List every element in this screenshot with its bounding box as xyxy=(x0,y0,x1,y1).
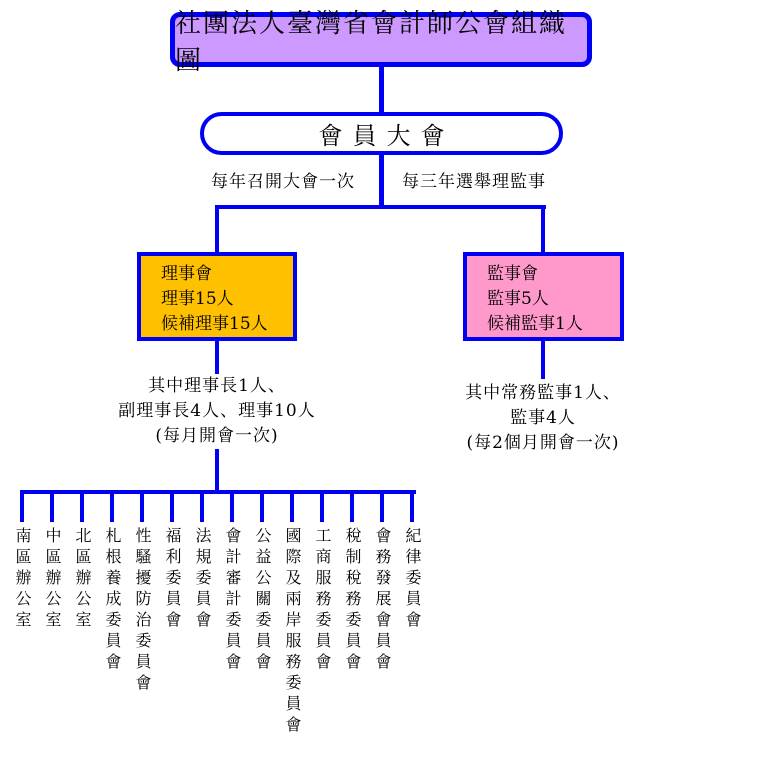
supervisors-note-line: 監事4人 xyxy=(510,408,576,428)
supervisors-line: 監事會 xyxy=(487,264,538,284)
supervisors-line: 候補監事1人 xyxy=(487,314,583,334)
board-note xyxy=(92,374,342,449)
org-title-box: 社團法人臺灣省會計師公會組織圖 xyxy=(170,12,592,67)
dept-business-service-committee: 工商服務委員會 xyxy=(313,527,332,674)
comb-tooth xyxy=(140,490,144,522)
election-note: 每三年選舉理監事 xyxy=(402,172,546,192)
supervisors-note-line: 其中常務監事1人、 xyxy=(465,383,621,403)
comb-tooth xyxy=(230,490,234,522)
board-line: 理事會 xyxy=(161,264,212,284)
comb-tooth xyxy=(380,490,384,522)
dept-north-office: 北區辦公室 xyxy=(73,527,92,632)
board-note-line: (每月開會一次) xyxy=(155,426,279,446)
dept-regulations-committee: 法規委員會 xyxy=(193,527,212,632)
dept-accounting-auditing-committee: 會計審計委員會 xyxy=(223,527,242,674)
board-line: 理事15人 xyxy=(161,289,234,309)
comb-tooth xyxy=(50,490,54,522)
dept-public-welfare-pr-committee: 公益公關委員會 xyxy=(253,527,272,674)
board-note-line: 其中理事長1人、 xyxy=(148,376,286,396)
comb-tooth xyxy=(80,490,84,522)
dept-discipline-committee: 紀律委員會 xyxy=(403,527,422,632)
dept-tax-system-committee: 稅制稅務委員會 xyxy=(343,527,362,674)
dept-south-office: 南區辦公室 xyxy=(13,527,32,632)
supervisors-note-line: (每2個月開會一次) xyxy=(466,433,620,453)
general-assembly-box: 會員大會 xyxy=(200,112,563,155)
comb-tooth xyxy=(110,490,114,522)
supervisors-line: 監事5人 xyxy=(487,289,549,309)
connector-supervisors-stub xyxy=(541,339,545,379)
comb-tooth xyxy=(410,490,414,522)
comb-tooth xyxy=(290,490,294,522)
dept-rooting-development-committee: 札根養成委員會 xyxy=(103,527,122,674)
board-box xyxy=(137,252,297,341)
comb-tooth xyxy=(20,490,24,522)
dept-international-cross-strait-service-committee: 國際及兩岸服務委員會 xyxy=(283,527,302,737)
comb-tooth xyxy=(350,490,354,522)
supervisors-note xyxy=(418,381,668,456)
comb-tooth xyxy=(170,490,174,522)
comb-tooth xyxy=(320,490,324,522)
dept-central-office: 中區辦公室 xyxy=(43,527,62,632)
dept-association-development-committee: 會務發展會員會 xyxy=(373,527,392,674)
board-line: 候補理事15人 xyxy=(161,314,268,334)
dept-sexual-harassment-prevention-committee: 性騷擾防治委員會 xyxy=(133,527,152,695)
connector-drop-supervisors xyxy=(541,205,545,252)
connector-split-bar xyxy=(215,205,546,209)
comb-tooth xyxy=(200,490,204,522)
supervisors-box xyxy=(463,252,624,341)
connector-title-assembly xyxy=(379,66,384,114)
comb-tooth xyxy=(260,490,264,522)
connector-drop-board xyxy=(215,205,219,252)
board-note-line: 副理事長4人、理事10人 xyxy=(118,401,316,421)
annual-meeting-note: 每年召開大會一次 xyxy=(211,172,355,192)
dept-welfare-committee: 福利委員會 xyxy=(163,527,182,632)
connector-assembly-split xyxy=(379,154,384,207)
